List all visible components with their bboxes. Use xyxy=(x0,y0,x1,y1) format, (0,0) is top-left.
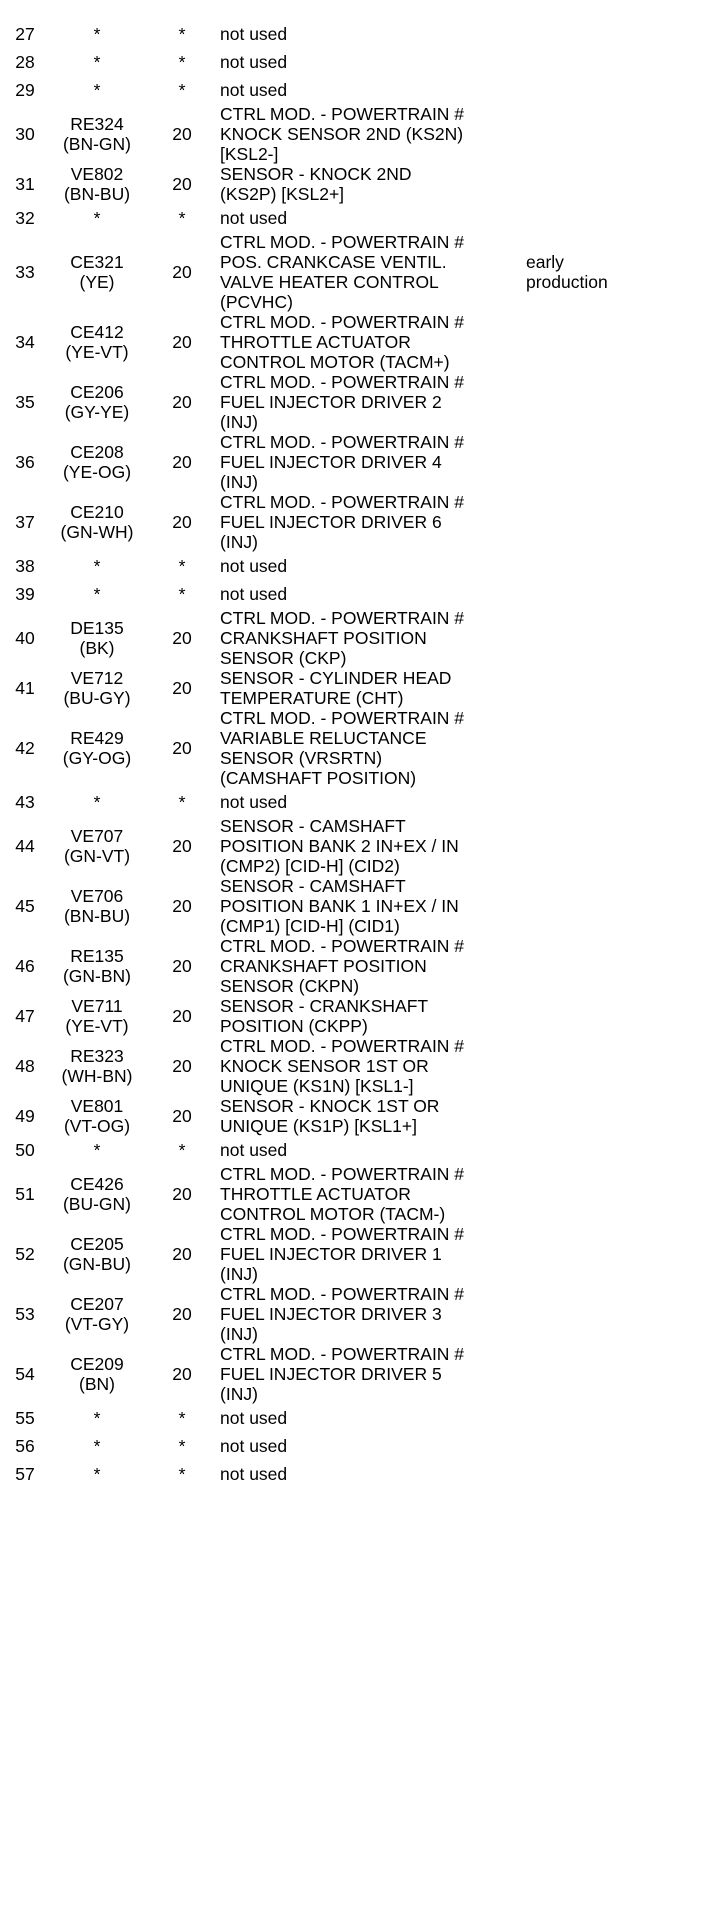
description-line: SENSOR - CAMSHAFT xyxy=(220,876,406,896)
wire-gauge: 20 xyxy=(172,738,192,758)
circuit-note xyxy=(522,1460,704,1488)
circuit-description xyxy=(212,492,522,552)
circuit-description xyxy=(212,1036,522,1096)
description-line: CTRL MOD. - POWERTRAIN # xyxy=(220,432,465,452)
wire-color: (GN-VT) xyxy=(63,846,131,866)
wire-color: (GY-YE) xyxy=(64,402,130,422)
wire-code xyxy=(42,668,152,708)
circuit-note xyxy=(522,1136,704,1164)
pin-row xyxy=(8,48,704,76)
circuit-id: RE135 xyxy=(70,946,124,966)
wire-code xyxy=(42,164,152,204)
circuit-note xyxy=(522,1344,704,1404)
wire-color: (GN-BN) xyxy=(62,966,132,986)
pin-row xyxy=(8,312,704,372)
circuit-description xyxy=(212,48,522,76)
wire-code xyxy=(42,876,152,936)
circuit-id: RE429 xyxy=(70,728,124,748)
description-line: SENSOR - CYLINDER HEAD xyxy=(220,668,452,688)
wire-code xyxy=(42,708,152,788)
circuit-note xyxy=(522,936,704,996)
pin-number: 51 xyxy=(15,1184,35,1204)
pin-number: 48 xyxy=(15,1056,35,1076)
circuit-description xyxy=(212,1164,522,1224)
circuit-note xyxy=(522,312,704,372)
wire-color: (BN-BU) xyxy=(63,184,131,204)
wire-code: * xyxy=(93,1436,101,1456)
circuit-note xyxy=(522,608,704,668)
wire-code: * xyxy=(93,1140,101,1160)
description-line: (INJ) xyxy=(220,472,258,492)
pin-number: 57 xyxy=(15,1464,35,1484)
wire-code xyxy=(42,232,152,312)
wire-color: (GN-WH) xyxy=(60,522,134,542)
wire-gauge: * xyxy=(178,24,186,44)
circuit-description xyxy=(212,432,522,492)
circuit-id: CE205 xyxy=(70,1234,124,1254)
circuit-description xyxy=(212,668,522,708)
description-line: VALVE HEATER CONTROL xyxy=(220,272,439,292)
description-line: CONTROL MOTOR (TACM+) xyxy=(220,352,450,372)
description-line: not used xyxy=(220,1464,288,1484)
description-line: (INJ) xyxy=(220,1324,258,1344)
wire-code: * xyxy=(93,556,101,576)
description-line: SENSOR - KNOCK 1ST OR xyxy=(220,1096,440,1116)
description-line: CTRL MOD. - POWERTRAIN # xyxy=(220,492,465,512)
pin-number: 44 xyxy=(15,836,35,856)
description-line: not used xyxy=(220,208,288,228)
pin-number: 55 xyxy=(15,1408,35,1428)
circuit-description xyxy=(212,708,522,788)
wire-color: (GN-BU) xyxy=(62,1254,132,1274)
description-line: (INJ) xyxy=(220,1264,258,1284)
pin-row xyxy=(8,936,704,996)
circuit-note xyxy=(522,204,704,232)
pin-number: 40 xyxy=(15,628,35,648)
description-line: CTRL MOD. - POWERTRAIN # xyxy=(220,708,465,728)
circuit-id: CE208 xyxy=(70,442,124,462)
description-line: CTRL MOD. - POWERTRAIN # xyxy=(220,104,465,124)
circuit-note xyxy=(522,1096,704,1136)
wire-color: (YE-VT) xyxy=(65,342,129,362)
wire-code xyxy=(42,1284,152,1344)
pin-row xyxy=(8,492,704,552)
circuit-description xyxy=(212,996,522,1036)
circuit-note xyxy=(522,708,704,788)
wire-code: * xyxy=(93,80,101,100)
circuit-id: CE426 xyxy=(70,1174,124,1194)
wire-code xyxy=(42,1164,152,1224)
wire-gauge: * xyxy=(178,80,186,100)
description-line: not used xyxy=(220,584,288,604)
wire-gauge: * xyxy=(178,1464,186,1484)
circuit-id: RE324 xyxy=(70,114,124,134)
circuit-id: DE135 xyxy=(70,618,124,638)
circuit-note xyxy=(522,76,704,104)
pin-number: 47 xyxy=(15,1006,35,1026)
description-line: CTRL MOD. - POWERTRAIN # xyxy=(220,312,465,332)
description-line: SENSOR (VRSRTN) xyxy=(220,748,383,768)
pin-row xyxy=(8,876,704,936)
circuit-note xyxy=(522,20,704,48)
circuit-note xyxy=(522,1404,704,1432)
circuit-description xyxy=(212,1136,522,1164)
description-line: CTRL MOD. - POWERTRAIN # xyxy=(220,1344,465,1364)
wire-gauge: 20 xyxy=(172,678,192,698)
circuit-note xyxy=(522,996,704,1036)
pin-row xyxy=(8,996,704,1036)
wire-code: * xyxy=(93,1408,101,1428)
pin-row xyxy=(8,552,704,580)
pin-number: 35 xyxy=(15,392,35,412)
wire-gauge: * xyxy=(178,52,186,72)
pin-number: 36 xyxy=(15,452,35,472)
circuit-note xyxy=(522,816,704,876)
description-line: SENSOR - CRANKSHAFT xyxy=(220,996,429,1016)
description-line: POSITION BANK 2 IN+EX / IN xyxy=(220,836,459,856)
note-line: early xyxy=(526,252,564,272)
circuit-id: VE707 xyxy=(70,826,124,846)
description-line: CTRL MOD. - POWERTRAIN # xyxy=(220,1284,465,1304)
wire-gauge: 20 xyxy=(172,1184,192,1204)
wire-code xyxy=(42,1344,152,1404)
connector-pinout-table xyxy=(8,20,704,1488)
wire-gauge: 20 xyxy=(172,956,192,976)
pin-row xyxy=(8,164,704,204)
circuit-note xyxy=(522,788,704,816)
pin-row xyxy=(8,104,704,164)
wire-color: (BK) xyxy=(79,638,115,658)
circuit-id: CE210 xyxy=(70,502,124,522)
circuit-description xyxy=(212,232,522,312)
description-line: not used xyxy=(220,52,288,72)
wire-color: (BN) xyxy=(79,1374,115,1394)
wire-code xyxy=(42,1036,152,1096)
description-line: not used xyxy=(220,1408,288,1428)
circuit-description xyxy=(212,164,522,204)
wire-gauge: 20 xyxy=(172,1006,192,1026)
wire-code xyxy=(42,1096,152,1136)
circuit-description xyxy=(212,876,522,936)
wire-code: * xyxy=(93,584,101,604)
wire-code: * xyxy=(93,208,101,228)
wire-gauge: 20 xyxy=(172,262,192,282)
wire-gauge: 20 xyxy=(172,1056,192,1076)
description-line: CTRL MOD. - POWERTRAIN # xyxy=(220,372,465,392)
circuit-description xyxy=(212,1460,522,1488)
circuit-id: CE209 xyxy=(70,1354,124,1374)
wire-gauge: 20 xyxy=(172,332,192,352)
description-line: FUEL INJECTOR DRIVER 6 xyxy=(220,512,442,532)
pin-number: 49 xyxy=(15,1106,35,1126)
circuit-note xyxy=(522,876,704,936)
circuit-note xyxy=(522,232,704,312)
wire-gauge: 20 xyxy=(172,1106,192,1126)
wire-gauge: 20 xyxy=(172,392,192,412)
description-line: CRANKSHAFT POSITION xyxy=(220,956,427,976)
circuit-note xyxy=(522,372,704,432)
wire-gauge: * xyxy=(178,792,186,812)
description-line: CONTROL MOTOR (TACM-) xyxy=(220,1204,446,1224)
description-line: (PCVHC) xyxy=(220,292,293,312)
pin-row xyxy=(8,1224,704,1284)
wire-gauge: * xyxy=(178,208,186,228)
description-line: KNOCK SENSOR 1ST OR xyxy=(220,1056,429,1076)
description-line: CRANKSHAFT POSITION xyxy=(220,628,427,648)
description-line: CTRL MOD. - POWERTRAIN # xyxy=(220,608,465,628)
pin-row xyxy=(8,816,704,876)
pin-row xyxy=(8,1460,704,1488)
circuit-description xyxy=(212,1404,522,1432)
circuit-description xyxy=(212,788,522,816)
wire-code xyxy=(42,1224,152,1284)
circuit-id: CE412 xyxy=(70,322,124,342)
circuit-description xyxy=(212,104,522,164)
description-line: KNOCK SENSOR 2ND (KS2N) xyxy=(220,124,464,144)
description-line: UNIQUE (KS1N) [KSL1-] xyxy=(220,1076,414,1096)
wire-color: (WH-BN) xyxy=(61,1066,133,1086)
description-line: CTRL MOD. - POWERTRAIN # xyxy=(220,1036,465,1056)
pin-number: 31 xyxy=(15,174,35,194)
description-line: UNIQUE (KS1P) [KSL1+] xyxy=(220,1116,417,1136)
pin-number: 39 xyxy=(15,584,35,604)
wire-gauge: 20 xyxy=(172,1244,192,1264)
wire-color: (VT-OG) xyxy=(63,1116,131,1136)
pin-row xyxy=(8,708,704,788)
pin-row xyxy=(8,1284,704,1344)
description-line: THROTTLE ACTUATOR xyxy=(220,332,411,352)
wire-code xyxy=(42,996,152,1036)
wire-code xyxy=(42,372,152,432)
description-line: [KSL2-] xyxy=(220,144,279,164)
circuit-description xyxy=(212,552,522,580)
description-line: not used xyxy=(220,80,288,100)
pin-number: 43 xyxy=(15,792,35,812)
description-line: CTRL MOD. - POWERTRAIN # xyxy=(220,1224,465,1244)
circuit-description xyxy=(212,1096,522,1136)
wire-gauge: 20 xyxy=(172,512,192,532)
description-line: POSITION BANK 1 IN+EX / IN xyxy=(220,896,459,916)
circuit-id: VE706 xyxy=(70,886,124,906)
circuit-description xyxy=(212,580,522,608)
description-line: (INJ) xyxy=(220,532,258,552)
circuit-description xyxy=(212,1432,522,1460)
description-line: not used xyxy=(220,792,288,812)
pin-row xyxy=(8,20,704,48)
pin-number: 38 xyxy=(15,556,35,576)
pin-number: 42 xyxy=(15,738,35,758)
circuit-note xyxy=(522,432,704,492)
wire-gauge: 20 xyxy=(172,628,192,648)
description-line: (CAMSHAFT POSITION) xyxy=(220,768,417,788)
circuit-id: RE323 xyxy=(70,1046,124,1066)
description-line: CTRL MOD. - POWERTRAIN # xyxy=(220,1164,465,1184)
wire-color: (YE-OG) xyxy=(62,462,132,482)
circuit-description xyxy=(212,1284,522,1344)
description-line: (KS2P) [KSL2+] xyxy=(220,184,345,204)
wire-color: (GY-OG) xyxy=(62,748,132,768)
circuit-note xyxy=(522,1432,704,1460)
wire-color: (BU-GY) xyxy=(63,688,131,708)
circuit-id: VE802 xyxy=(70,164,124,184)
pin-number: 27 xyxy=(15,24,35,44)
pin-number: 56 xyxy=(15,1436,35,1456)
pin-row xyxy=(8,668,704,708)
circuit-description xyxy=(212,204,522,232)
wire-code xyxy=(42,608,152,668)
description-line: SENSOR - KNOCK 2ND xyxy=(220,164,412,184)
circuit-id: CE207 xyxy=(70,1294,124,1314)
pin-number: 33 xyxy=(15,262,35,282)
pin-number: 37 xyxy=(15,512,35,532)
wire-color: (BN-BU) xyxy=(63,906,131,926)
pin-number: 30 xyxy=(15,124,35,144)
wire-color: (YE-VT) xyxy=(65,1016,129,1036)
circuit-description xyxy=(212,20,522,48)
circuit-id: CE206 xyxy=(70,382,124,402)
pin-row xyxy=(8,1404,704,1432)
pin-row xyxy=(8,580,704,608)
pin-number: 32 xyxy=(15,208,35,228)
pin-row xyxy=(8,76,704,104)
circuit-note xyxy=(522,1164,704,1224)
wire-gauge: * xyxy=(178,584,186,604)
pin-row xyxy=(8,608,704,668)
pin-row xyxy=(8,1344,704,1404)
pin-number: 52 xyxy=(15,1244,35,1264)
description-line: FUEL INJECTOR DRIVER 4 xyxy=(220,452,442,472)
description-line: (CMP1) [CID-H] (CID1) xyxy=(220,916,400,936)
circuit-description xyxy=(212,76,522,104)
pin-row xyxy=(8,204,704,232)
description-line: SENSOR (CKP) xyxy=(220,648,347,668)
description-line: not used xyxy=(220,556,288,576)
circuit-description xyxy=(212,1344,522,1404)
description-line: TEMPERATURE (CHT) xyxy=(220,688,404,708)
circuit-note xyxy=(522,1284,704,1344)
description-line: SENSOR (CKPN) xyxy=(220,976,360,996)
wire-code: * xyxy=(93,52,101,72)
pinout-table-body xyxy=(8,20,704,1488)
circuit-note xyxy=(522,580,704,608)
note-line: production xyxy=(526,272,608,292)
circuit-note xyxy=(522,1036,704,1096)
wire-code xyxy=(42,816,152,876)
circuit-note xyxy=(522,104,704,164)
wire-color: (VT-GY) xyxy=(64,1314,130,1334)
description-line: VARIABLE RELUCTANCE xyxy=(220,728,427,748)
circuit-id: VE711 xyxy=(71,996,123,1016)
circuit-description xyxy=(212,936,522,996)
wire-code: * xyxy=(93,792,101,812)
circuit-id: CE321 xyxy=(70,252,124,272)
wire-gauge: 20 xyxy=(172,174,192,194)
pin-row xyxy=(8,432,704,492)
wire-gauge: 20 xyxy=(172,452,192,472)
wire-code xyxy=(42,432,152,492)
description-line: not used xyxy=(220,24,288,44)
circuit-id: VE801 xyxy=(70,1096,124,1116)
circuit-note xyxy=(522,552,704,580)
pin-row xyxy=(8,788,704,816)
pin-number: 29 xyxy=(15,80,35,100)
description-line: THROTTLE ACTUATOR xyxy=(220,1184,411,1204)
circuit-note xyxy=(522,164,704,204)
pin-row xyxy=(8,1136,704,1164)
pin-row xyxy=(8,1164,704,1224)
wire-gauge: * xyxy=(178,1140,186,1160)
circuit-description xyxy=(212,608,522,668)
wire-code: * xyxy=(93,1464,101,1484)
wire-code xyxy=(42,312,152,372)
pin-row xyxy=(8,1432,704,1460)
circuit-description xyxy=(212,816,522,876)
wire-gauge: * xyxy=(178,556,186,576)
pin-number: 28 xyxy=(15,52,35,72)
circuit-note xyxy=(522,48,704,76)
wire-gauge: 20 xyxy=(172,836,192,856)
pin-number: 41 xyxy=(15,678,35,698)
pin-row xyxy=(8,1036,704,1096)
description-line: CTRL MOD. - POWERTRAIN # xyxy=(220,936,465,956)
description-line: POSITION (CKPP) xyxy=(220,1016,368,1036)
pin-row xyxy=(8,372,704,432)
wire-gauge: * xyxy=(178,1408,186,1428)
wire-code: * xyxy=(93,24,101,44)
wire-gauge: 20 xyxy=(172,896,192,916)
wire-color: (YE) xyxy=(79,272,115,292)
wire-color: (BN-GN) xyxy=(62,134,132,154)
wire-color: (BU-GN) xyxy=(62,1194,132,1214)
description-line: FUEL INJECTOR DRIVER 3 xyxy=(220,1304,442,1324)
description-line: (INJ) xyxy=(220,412,258,432)
pin-row xyxy=(8,232,704,312)
pin-number: 34 xyxy=(15,332,35,352)
circuit-id: VE712 xyxy=(70,668,124,688)
wire-gauge: 20 xyxy=(172,124,192,144)
wire-code xyxy=(42,104,152,164)
description-line: not used xyxy=(220,1436,288,1456)
circuit-description xyxy=(212,372,522,432)
wire-gauge: 20 xyxy=(172,1364,192,1384)
description-line: (CMP2) [CID-H] (CID2) xyxy=(220,856,400,876)
circuit-note xyxy=(522,1224,704,1284)
pin-number: 54 xyxy=(15,1364,35,1384)
description-line: FUEL INJECTOR DRIVER 5 xyxy=(220,1364,442,1384)
circuit-description xyxy=(212,1224,522,1284)
wire-code xyxy=(42,936,152,996)
description-line: (INJ) xyxy=(220,1384,258,1404)
circuit-note xyxy=(522,492,704,552)
pin-number: 53 xyxy=(15,1304,35,1324)
wire-gauge: 20 xyxy=(172,1304,192,1324)
wire-code xyxy=(42,492,152,552)
circuit-note xyxy=(522,668,704,708)
description-line: CTRL MOD. - POWERTRAIN # xyxy=(220,232,465,252)
description-line: not used xyxy=(220,1140,288,1160)
description-line: SENSOR - CAMSHAFT xyxy=(220,816,406,836)
pin-number: 45 xyxy=(15,896,35,916)
pin-number: 50 xyxy=(15,1140,35,1160)
pin-row xyxy=(8,1096,704,1136)
description-line: POS. CRANKCASE VENTIL. xyxy=(220,252,447,272)
circuit-description xyxy=(212,312,522,372)
description-line: FUEL INJECTOR DRIVER 2 xyxy=(220,392,442,412)
description-line: FUEL INJECTOR DRIVER 1 xyxy=(220,1244,442,1264)
wire-gauge: * xyxy=(178,1436,186,1456)
pin-number: 46 xyxy=(15,956,35,976)
